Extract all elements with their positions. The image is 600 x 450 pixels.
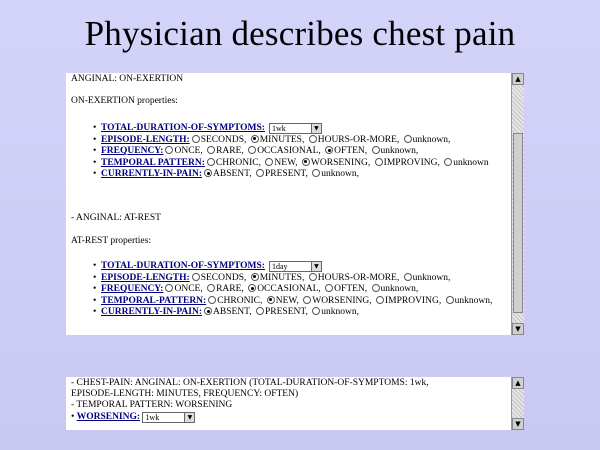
radio-option-label: PRESENT, (265, 169, 308, 179)
dropdown-arrow-icon: ▼ (311, 124, 321, 133)
radio-button[interactable] (208, 296, 216, 304)
radio-button[interactable] (312, 307, 320, 315)
radio-button[interactable] (372, 146, 380, 154)
property-link[interactable]: TEMPORAL-PATTERN: (101, 295, 207, 306)
property-link[interactable]: TEMPORAL PATTERN: (101, 157, 205, 168)
radio-button[interactable] (372, 284, 380, 292)
section1-property-list (93, 123, 489, 181)
property-row (93, 261, 492, 273)
section1-props-label: ON-EXERTION properties: (71, 96, 178, 106)
bullet-icon: • (93, 272, 97, 283)
summary-content (71, 377, 510, 430)
radio-option-label: unknown, (412, 134, 451, 145)
radio-button[interactable] (404, 273, 412, 281)
duration-select[interactable] (269, 261, 322, 272)
radio-button[interactable] (256, 169, 264, 177)
radio-option-label: RARE, (216, 146, 244, 156)
radio-button[interactable] (325, 146, 333, 154)
radio-button[interactable] (267, 296, 275, 304)
section2-heading: - ANGINAL: AT-REST (71, 213, 161, 223)
property-link[interactable]: EPISODE-LENGTH: (101, 134, 190, 145)
radio-button[interactable] (444, 158, 452, 166)
radio-button[interactable] (248, 146, 256, 154)
property-row (93, 296, 492, 308)
summary-line-3: - TEMPORAL PATTERN: WORSENING (71, 400, 233, 410)
radio-button[interactable] (303, 296, 311, 304)
bullet-icon: • (93, 134, 97, 145)
symptom-form-panel (66, 73, 524, 335)
property-row (93, 284, 492, 296)
radio-button[interactable] (204, 307, 212, 315)
radio-option-label: CHRONIC, (215, 157, 262, 168)
property-row (93, 146, 489, 158)
radio-button[interactable] (325, 284, 333, 292)
radio-button[interactable] (312, 169, 320, 177)
radio-button[interactable] (248, 284, 256, 292)
section2-props-label: AT-REST properties: (71, 236, 151, 246)
radio-option-label: SECONDS, (200, 272, 247, 283)
radio-option-label: unknown (453, 157, 489, 168)
section2-property-list (93, 261, 492, 319)
worsening-link[interactable]: WORSENING: (76, 412, 141, 422)
bullet-icon: • (93, 146, 97, 156)
bullet-icon: • (93, 261, 97, 271)
radio-option-label: HOURS-OR-MORE, (317, 272, 400, 283)
summary-scroll-up-arrow-icon[interactable]: ▲ (512, 377, 524, 389)
dropdown-arrow-icon: ▼ (311, 262, 321, 271)
radio-option-label: NEW, (274, 157, 298, 168)
radio-option-label: RARE, (216, 284, 244, 294)
radio-option-label: ONCE, (174, 146, 203, 156)
radio-button[interactable] (192, 135, 200, 143)
radio-option-label: IMPROVING, (383, 157, 440, 168)
bullet-icon: • (71, 412, 75, 422)
radio-option-label: unknown, (380, 284, 419, 294)
radio-button[interactable] (309, 273, 317, 281)
radio-option-label: OFTEN, (334, 146, 368, 156)
radio-button[interactable] (256, 307, 264, 315)
radio-option-label: unknown, (321, 307, 359, 317)
radio-option-label: unknown, (321, 169, 359, 179)
radio-button[interactable] (204, 169, 212, 177)
radio-button[interactable] (375, 158, 383, 166)
property-link[interactable]: TOTAL-DURATION-OF-SYMPTOMS: (101, 261, 265, 271)
radio-button[interactable] (207, 284, 215, 292)
radio-option-label: MINUTES, (259, 134, 305, 145)
radio-option-label: ONCE, (174, 284, 203, 294)
bullet-icon: • (93, 169, 97, 179)
radio-option-label: ABSENT, (213, 169, 252, 179)
radio-option-label: OCCASIONAL, (257, 146, 321, 156)
scroll-up-arrow-icon[interactable]: ▲ (512, 73, 524, 85)
property-link[interactable]: FREQUENCY: (101, 284, 164, 294)
property-row (93, 158, 489, 170)
radio-option-label: OCCASIONAL, (257, 284, 321, 294)
radio-button[interactable] (302, 158, 310, 166)
radio-button[interactable] (265, 158, 273, 166)
bullet-icon: • (93, 284, 97, 294)
worsening-select[interactable] (142, 412, 195, 423)
summary-line-4 (71, 412, 195, 423)
radio-button[interactable] (207, 146, 215, 154)
radio-option-label: WORSENING, (310, 157, 371, 168)
radio-button[interactable] (376, 296, 384, 304)
duration-select[interactable] (269, 123, 322, 134)
property-link[interactable]: TOTAL-DURATION-OF-SYMPTOMS: (101, 123, 265, 133)
radio-button[interactable] (309, 135, 317, 143)
dropdown-arrow-icon: ▼ (184, 413, 194, 422)
bullet-icon: • (93, 157, 97, 168)
section1-heading: ANGINAL: ON-EXERTION (71, 74, 184, 84)
summary-panel (66, 377, 524, 430)
radio-option-label: MINUTES, (259, 272, 305, 283)
scroll-thumb[interactable] (513, 133, 523, 313)
radio-button[interactable] (165, 146, 173, 154)
summary-scroll-down-arrow-icon[interactable]: ▼ (512, 418, 524, 430)
radio-option-label: CHRONIC, (217, 295, 263, 306)
property-link[interactable]: CURRENTLY-IN-PAIN: (101, 307, 202, 317)
worsening-select-value: 1wk (145, 413, 160, 422)
symptom-form-content (71, 73, 510, 335)
property-row (93, 169, 489, 181)
radio-option-label: HOURS-OR-MORE, (317, 134, 400, 145)
scroll-down-arrow-icon[interactable]: ▼ (512, 323, 524, 335)
slide-title: Physician describes chest pain (84, 14, 516, 53)
property-row (93, 307, 492, 319)
radio-button[interactable] (251, 273, 259, 281)
radio-button[interactable] (192, 273, 200, 281)
radio-button[interactable] (404, 135, 412, 143)
radio-option-label: unknown, (380, 146, 419, 156)
property-row (93, 273, 492, 285)
radio-option-label: unknown, (454, 295, 493, 306)
radio-button[interactable] (446, 296, 454, 304)
property-row (93, 135, 489, 147)
radio-option-label: WORSENING, (312, 295, 372, 306)
summary-scrollbar[interactable] (511, 377, 524, 430)
radio-option-label: SECONDS, (200, 134, 247, 145)
radio-option-label: OFTEN, (334, 284, 368, 294)
bullet-icon: • (93, 123, 97, 133)
radio-option-label: IMPROVING, (384, 295, 442, 306)
property-link[interactable]: FREQUENCY: (101, 146, 164, 156)
summary-line-2: EPISODE-LENGTH: MINUTES, FREQUENCY: OFTEN) (71, 389, 299, 399)
duration-select-value: 1wk (271, 124, 286, 133)
radio-option-label: PRESENT, (265, 307, 308, 317)
radio-button[interactable] (165, 284, 173, 292)
property-link[interactable]: EPISODE-LENGTH: (101, 272, 190, 283)
summary-line-1: - CHEST-PAIN: ANGINAL: ON-EXERTION (TOTAL-DURATION-OF-SYMPTOMS: 1wk, (71, 378, 429, 388)
property-row (93, 123, 489, 135)
radio-option-label: unknown, (412, 272, 451, 283)
duration-select-value: 1day (271, 262, 288, 271)
radio-option-label: ABSENT, (213, 307, 252, 317)
radio-button[interactable] (251, 135, 259, 143)
bullet-icon: • (93, 295, 97, 306)
radio-option-label: NEW, (275, 295, 299, 306)
vertical-scrollbar[interactable] (511, 73, 524, 335)
property-link[interactable]: CURRENTLY-IN-PAIN: (101, 169, 202, 179)
bullet-icon: • (93, 307, 97, 317)
radio-button[interactable] (207, 158, 215, 166)
